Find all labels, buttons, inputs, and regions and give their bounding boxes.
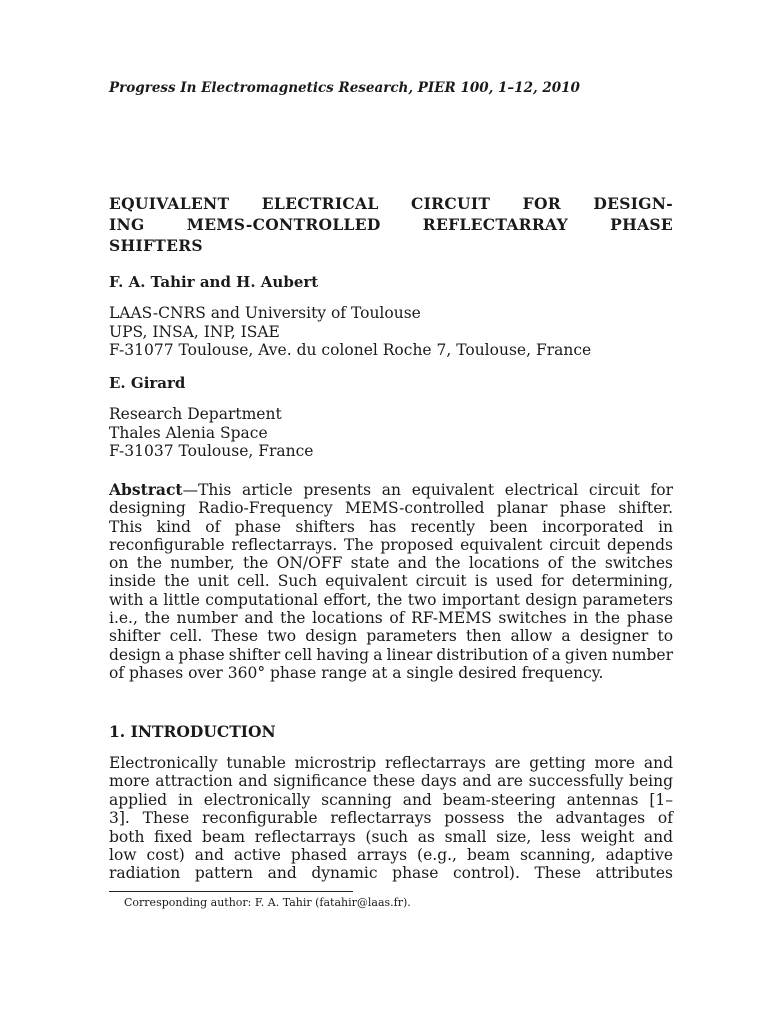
body-line: more attraction and significance these days and are successfully being bbox=[109, 772, 673, 791]
affiliation-2 bbox=[109, 405, 673, 461]
footnote: Corresponding author: F. A. Tahir (fatahir@laas.fr). bbox=[124, 896, 411, 909]
affiliation-line: Thales Alenia Space bbox=[109, 423, 268, 442]
abstract-line: designing Radio-Frequency MEMS-controlled planar phase shifter. bbox=[109, 499, 674, 518]
affiliation-line: UPS, INSA, INP, ISAE bbox=[109, 322, 280, 341]
abstract-label: Abstract bbox=[109, 480, 183, 499]
body-line: applied in electronically scanning and beam-steering antennas [1– bbox=[109, 790, 673, 809]
body-line: 3]. These reconfigurable reflectarrays possess the advantages of bbox=[109, 809, 674, 828]
body-line: both fixed beam reflectarrays (such as small size, less weight and bbox=[109, 827, 674, 846]
author-names-2: E. Girard bbox=[109, 374, 186, 392]
abstract-line: This kind of phase shifters has recently been incorporated in bbox=[109, 517, 674, 536]
abstract-text: —This article presents an equivalent electrical circuit for bbox=[182, 481, 673, 499]
abstract-line: inside the unit cell. Such equivalent circuit is used for determining, bbox=[109, 572, 674, 591]
author-names-1: F. A. Tahir and H. Aubert bbox=[109, 273, 319, 291]
body-line: radiation pattern and dynamic phase control). These attributes bbox=[109, 864, 673, 883]
title-line: SHIFTERS bbox=[109, 236, 203, 255]
abstract-line: design a phase shifter cell having a linear distribution of a given number bbox=[109, 645, 673, 664]
abstract-line bbox=[109, 481, 673, 499]
abstract-line: reconfigurable reflectarrays. The proposed equivalent circuit depends bbox=[109, 535, 673, 554]
abstract-line: i.e., the number and the locations of RF-MEMS switches in the phase bbox=[109, 609, 673, 628]
intro-paragraph bbox=[109, 754, 673, 883]
abstract-line: shifter cell. These two design parameters then allow a designer to bbox=[109, 627, 674, 646]
body-line: Electronically tunable microstrip reflectarrays are getting more and bbox=[109, 754, 673, 772]
title-line: ING MEMS-CONTROLLED REFLECTARRAY PHASE bbox=[109, 215, 674, 234]
affiliation-line: Research Department bbox=[109, 405, 282, 423]
affiliation-line: F-31077 Toulouse, Ave. du colonel Roche 7, Toulouse, France bbox=[109, 341, 592, 359]
affiliation-1 bbox=[109, 304, 673, 360]
affiliation-line: F-31037 Toulouse, France bbox=[109, 442, 314, 460]
footnote-rule bbox=[109, 891, 353, 892]
body-line: low cost) and active phased arrays (e.g., beam scanning, adaptive bbox=[109, 846, 674, 865]
abstract-line: on the number, the ON/OFF state and the locations of the switches bbox=[109, 554, 674, 573]
section-heading: 1. INTRODUCTION bbox=[109, 722, 276, 741]
abstract-line: of phases over 360° phase range at a single desired frequency. bbox=[109, 663, 604, 682]
affiliation-line: LAAS-CNRS and University of Toulouse bbox=[109, 304, 421, 322]
paper-title bbox=[109, 193, 673, 256]
abstract bbox=[109, 481, 673, 682]
abstract-line: with a little computational effort, the two important design parameters bbox=[109, 590, 674, 609]
title-line: EQUIVALENT ELECTRICAL CIRCUIT FOR DESIGN- bbox=[109, 194, 673, 213]
journal-header: Progress In Electromagnetics Research, PIER 100, 1–12, 2010 bbox=[109, 80, 580, 96]
